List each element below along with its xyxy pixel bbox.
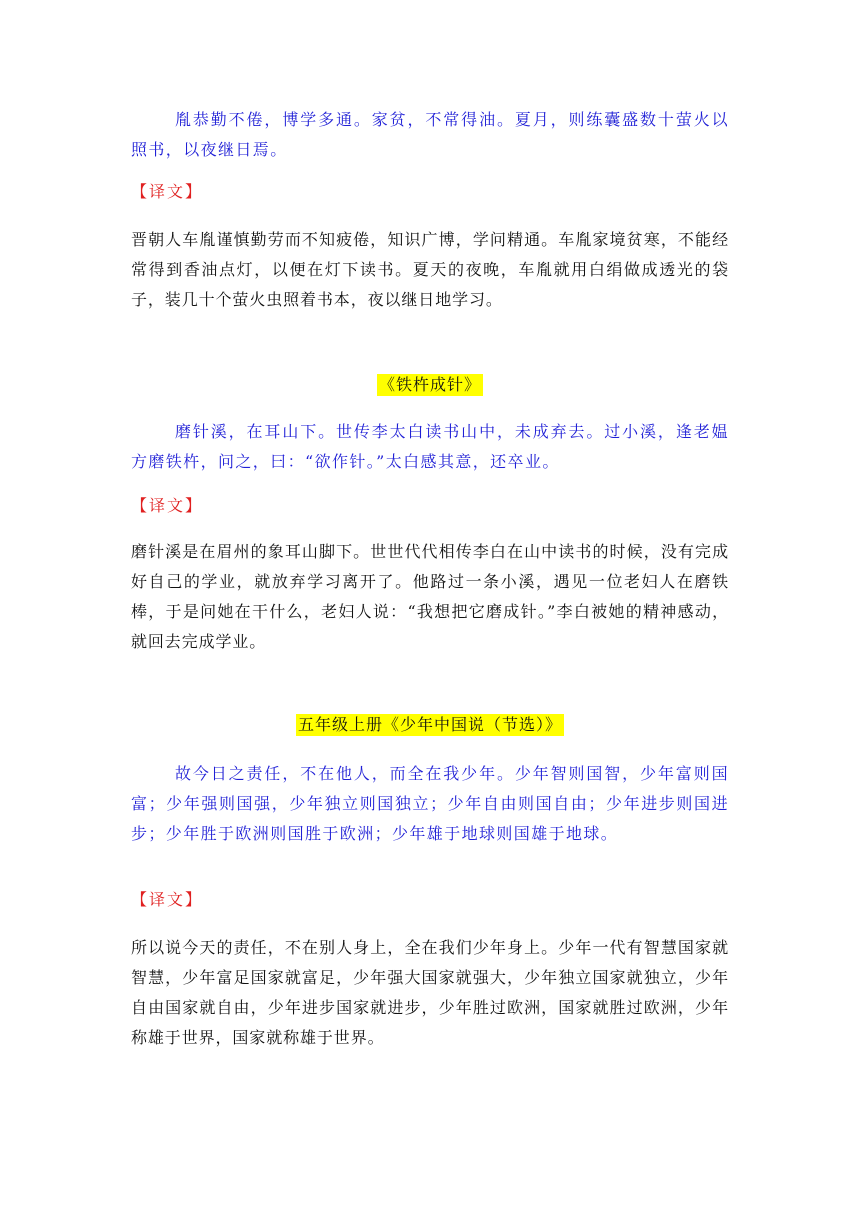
section-2-label (131, 494, 729, 518)
translation-label: 【译文】 (131, 890, 204, 909)
translation-text: 晋朝人车胤谨慎勤劳而不知疲倦，知识广博，学问精通。车胤家境贫寒，不能经常得到香油点灯，以便在灯下读书。夏天的夜晚，车胤就用白绢做成透光的袋子，装几十个萤火虫照着书本，夜以继日地学习。 (131, 230, 729, 309)
section-1-original (131, 105, 729, 165)
classical-text: 磨针溪，在耳山下。世传李太白读书山中，未成弃去。过小溪，逢老媪方磨铁杵，问之，曰：“欲作针。”太白感其意，还卒业。 (131, 422, 729, 471)
section-1-label (131, 180, 729, 204)
section-2-translation (131, 537, 729, 657)
classical-text: 故今日之责任，不在他人，而全在我少年。少年智则国智，少年富则国富；少年强则国强，少年独立则国独立；少年自由则国自由；少年进步则国进步；少年胜于欧洲则国胜于欧洲；少年雄于地球则国雄于地球。 (131, 764, 729, 843)
translation-label: 【译文】 (131, 496, 204, 515)
translation-label: 【译文】 (131, 182, 204, 201)
translation-text: 所以说今天的责任，不在别人身上，全在我们少年身上。少年一代有智慧国家就智慧，少年富足国家就富足，少年强大国家就强大，少年独立国家就独立，少年自由国家就自由，少年进步国家就进步，少年胜过欧洲，国家就胜过欧洲，少年称雄于世界，国家就称雄于世界。 (131, 938, 729, 1047)
section-2-heading (0, 374, 860, 396)
section-1-translation (131, 225, 729, 315)
section-3-translation (131, 933, 729, 1053)
section-3-heading (0, 714, 860, 736)
translation-text: 磨针溪是在眉州的象耳山脚下。世世代代相传李白在山中读书的时候，没有完成好自己的学业，就放弃学习离开了。他路过一条小溪，遇见一位老妇人在磨铁棒，于是问她在干什么，老妇人说：“我想把它磨成针。”李白被她的精神感动，就回去完成学业。 (131, 542, 729, 651)
section-2-original (131, 417, 729, 477)
section-3-label (131, 888, 729, 912)
section-3-original (131, 759, 729, 849)
classical-text: 胤恭勤不倦，博学多通。家贫，不常得油。夏月，则练囊盛数十萤火以照书，以夜继日焉。 (131, 110, 729, 159)
section-title: 五年级上册《少年中国说（节选）》 (297, 715, 562, 734)
section-title: 《铁杵成针》 (378, 375, 481, 394)
